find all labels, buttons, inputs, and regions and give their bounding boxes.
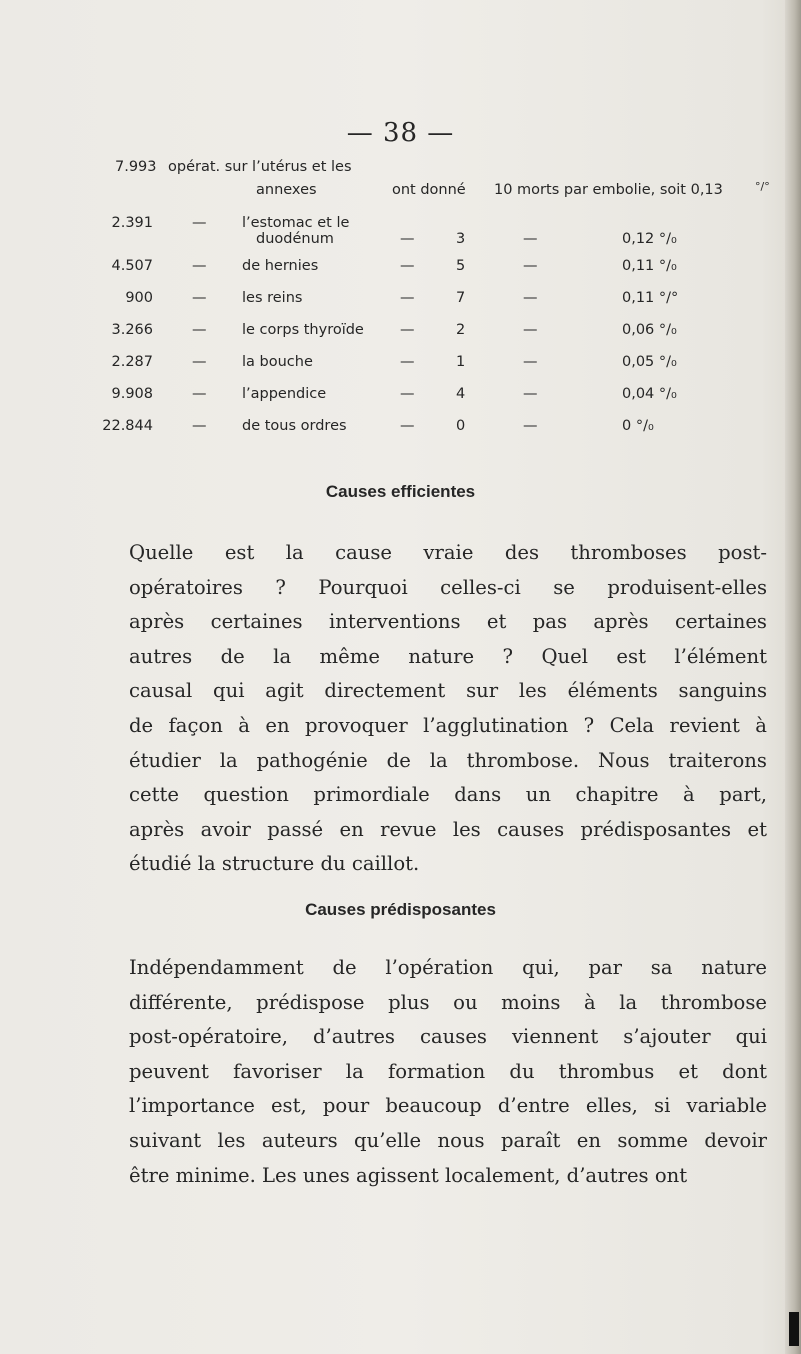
row-dash: — bbox=[400, 258, 415, 274]
intro-verb: ont donné bbox=[392, 182, 466, 198]
row-organ: de tous ordres bbox=[242, 418, 347, 434]
text-line: Indépendamment de l’opération qui, par sa nature bbox=[129, 956, 767, 979]
row-organ: les reins bbox=[242, 290, 303, 306]
row-dash: — bbox=[400, 386, 415, 402]
page-edge bbox=[785, 0, 801, 1354]
row-percent: 0,11 °/₀ bbox=[622, 258, 677, 274]
section-heading-efficientes: Causes efficientes bbox=[325, 482, 476, 501]
row-percent: 0,06 °/₀ bbox=[622, 322, 677, 338]
row-dash: — bbox=[192, 290, 207, 306]
row-count: 2.287 bbox=[111, 354, 153, 370]
row-dash: — bbox=[192, 322, 207, 338]
row-dash: — bbox=[400, 290, 415, 306]
row-count: 2.391 bbox=[111, 215, 153, 231]
intro-text: opérat. sur l’utérus et les bbox=[168, 159, 352, 175]
row-percent: 0 °/₀ bbox=[622, 418, 654, 434]
row-deaths: 7 bbox=[456, 290, 466, 306]
row-deaths: 5 bbox=[456, 258, 466, 274]
row-count: 22.844 bbox=[102, 418, 153, 434]
row-deaths: 3 bbox=[456, 231, 466, 247]
text-line: causal qui agit directement sur les éléments sanguins bbox=[129, 679, 767, 703]
row-dash: — bbox=[192, 386, 207, 402]
row-dash: — bbox=[523, 354, 538, 370]
row-count: 3.266 bbox=[111, 322, 153, 338]
text-line: suivant les auteurs qu’elle nous paraît en somme devoir bbox=[129, 1128, 767, 1152]
row-count: 900 bbox=[125, 290, 153, 306]
section-heading-predisposantes: Causes prédisposantes bbox=[305, 900, 496, 919]
row-dash: — bbox=[523, 322, 538, 338]
text-line: peuvent favoriser la formation du thrombus et dont bbox=[129, 1059, 767, 1083]
row-dash: — bbox=[400, 418, 415, 434]
text-line: l’importance est, pour beaucoup d’entre elles, si variable bbox=[129, 1094, 767, 1118]
text-line: Quelle est la cause vraie des thromboses post- bbox=[129, 541, 767, 564]
text-line: post-opératoire, d’autres causes viennent s’ajouter qui bbox=[129, 1025, 767, 1049]
intro-deaths: 10 morts par embolie, soit 0,13 bbox=[494, 182, 723, 198]
scan-corner-mark bbox=[789, 1312, 799, 1346]
row-dash: — bbox=[523, 258, 538, 274]
text-line: étudier la pathogénie de la thrombose. Nous traiterons bbox=[129, 748, 767, 772]
row-dash: — bbox=[523, 290, 538, 306]
text-line: de façon à en provoquer l’agglutination ? Cela revient à bbox=[129, 713, 767, 737]
row-deaths: 4 bbox=[456, 386, 466, 402]
paragraph-causes-predisposantes bbox=[129, 951, 767, 1193]
row-organ-continued: duodénum bbox=[256, 231, 334, 247]
row-dash: — bbox=[400, 231, 415, 247]
intro-count: 7.993 bbox=[115, 159, 157, 175]
row-organ: l’appendice bbox=[242, 386, 327, 402]
row-percent: 0,05 °/₀ bbox=[622, 354, 677, 370]
row-dash: — bbox=[400, 354, 415, 370]
row-percent: 0,12 °/₀ bbox=[622, 231, 677, 247]
text-line: autres de la même nature ? Quel est l’élément bbox=[129, 644, 767, 668]
row-deaths: 1 bbox=[456, 354, 466, 370]
row-count: 4.507 bbox=[111, 258, 153, 274]
row-dash: — bbox=[192, 258, 207, 274]
row-dash: — bbox=[192, 418, 207, 434]
row-deaths: 2 bbox=[456, 322, 466, 338]
row-percent: 0,04 °/₀ bbox=[622, 386, 677, 402]
text-line: après certaines interventions et pas après certaines bbox=[129, 610, 767, 634]
intro-annexes: annexes bbox=[256, 182, 317, 198]
row-dash: — bbox=[192, 354, 207, 370]
row-organ: la bouche bbox=[242, 354, 313, 370]
page-number: — 38 — bbox=[346, 118, 455, 148]
row-organ: de hernies bbox=[242, 258, 319, 274]
text-line: être minime. Les unes agissent localement, d’autres ont bbox=[129, 1163, 688, 1187]
text-line: étudié la structure du caillot. bbox=[129, 852, 420, 876]
text-line: cette question primordiale dans un chapitre à part, bbox=[129, 783, 767, 807]
intro-percent-sign: °/° bbox=[755, 180, 770, 193]
row-dash: — bbox=[523, 418, 538, 434]
paragraph-causes-efficientes bbox=[129, 536, 767, 882]
row-dash: — bbox=[192, 215, 207, 231]
row-count: 9.908 bbox=[111, 386, 153, 402]
text-line: après avoir passé en revue les causes prédisposantes et bbox=[129, 817, 767, 841]
row-dash: — bbox=[523, 386, 538, 402]
row-dash: — bbox=[523, 231, 538, 247]
row-dash: — bbox=[400, 322, 415, 338]
row-percent: 0,11 °/° bbox=[622, 290, 679, 306]
text-line: opératoires ? Pourquoi celles-ci se produisent-elles bbox=[129, 575, 767, 599]
text-line: différente, prédispose plus ou moins à la thrombose bbox=[129, 990, 767, 1014]
row-organ: l’estomac et le bbox=[242, 215, 350, 231]
row-deaths: 0 bbox=[456, 418, 466, 434]
row-organ: le corps thyroïde bbox=[242, 322, 364, 338]
